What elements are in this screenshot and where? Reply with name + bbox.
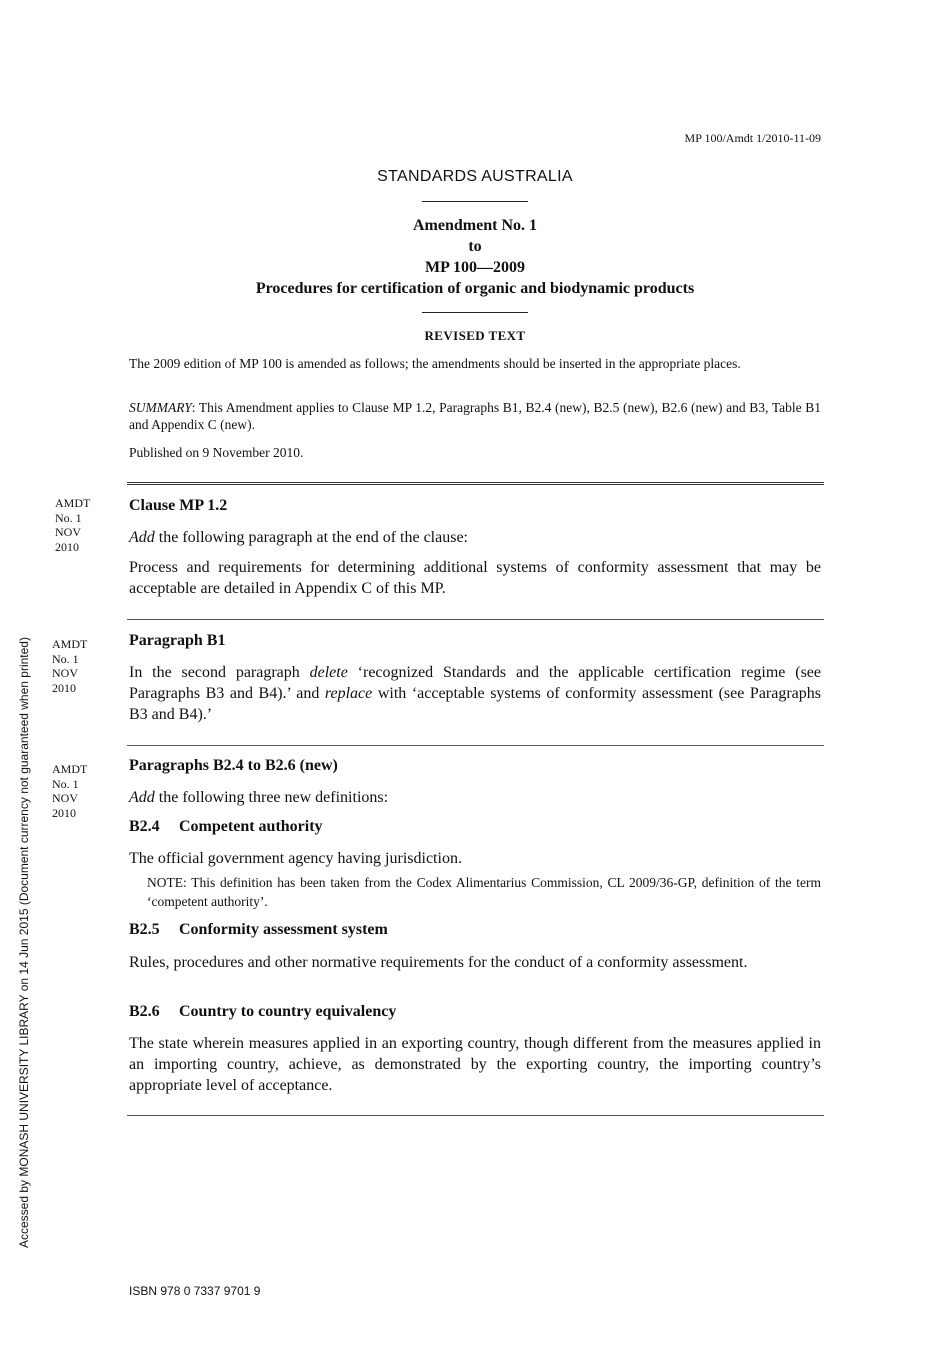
isbn: ISBN 978 0 7337 9701 9 bbox=[129, 1284, 261, 1298]
standard-title: Procedures for certification of organic and biodynamic products bbox=[255, 280, 695, 297]
intro-summary bbox=[129, 399, 821, 433]
intro-statement: The 2009 edition of MP 100 is amended as follows; the amendments should be inserted in the appropriate places. bbox=[129, 356, 741, 371]
definition-b26-heading: B2.6 Country to country equivalency bbox=[129, 1003, 397, 1020]
access-watermark-text: Accessed by MONASH UNIVERSITY LIBRARY on 14 Jun 2015 (Document currency not guaranteed when printed) bbox=[17, 637, 31, 1248]
section-divider bbox=[127, 745, 824, 746]
section-divider bbox=[127, 1115, 824, 1116]
definition-b24-text: The official government agency having jurisdiction. bbox=[129, 850, 462, 867]
definition-b26-text: The state wherein measures applied in an exporting country, though different from the measures applied in an importing country, achieve, as demonstrated by the exporting country, the importing country’s appropriate level of acceptance. bbox=[129, 1035, 821, 1094]
paragraphs-b24-b26-heading: Paragraphs B2.4 to B2.6 (new) bbox=[129, 757, 338, 774]
clause-mp12-text: Process and requirements for determining additional systems of conformity assessment that may be acceptable are detailed in Appendix C of this MP. bbox=[129, 559, 821, 597]
amendment-margin-note: AMDT No. 1 NOV 2010 bbox=[52, 637, 88, 695]
definition-b24-note: NOTE: This definition has been taken from the Codex Alimentarius Commission, CL 2009/36-GP, definition of the term ‘competent authority’. bbox=[147, 875, 821, 909]
section-divider bbox=[127, 619, 824, 620]
definition-b25-heading: B2.5 Conformity assessment system bbox=[129, 921, 388, 938]
summary-text: : This Amendment applies to Clause MP 1.2, Paragraphs B1, B2.4 (new), B2.5 (new), B2.6 (new) and B3, Table B1 and Appendix C (new). bbox=[129, 400, 821, 432]
clause-mp12-instruction: Add the following paragraph at the end of the clause: bbox=[129, 529, 468, 546]
clause-mp12-heading: Clause MP 1.2 bbox=[129, 497, 228, 514]
organization-name: STANDARDS AUSTRALIA bbox=[377, 168, 573, 185]
paragraph-b1-heading: Paragraph B1 bbox=[129, 632, 226, 649]
published-date: Published on 9 November 2010. bbox=[129, 445, 304, 460]
amendment-number: Amendment No. 1 bbox=[413, 217, 537, 234]
summary-label: SUMMARY bbox=[129, 400, 192, 415]
title-divider-bottom bbox=[422, 312, 528, 313]
amendment-margin-note: AMDT No. 1 NOV 2010 bbox=[52, 762, 88, 820]
title-divider-top bbox=[422, 201, 528, 202]
amendment-margin-note: AMDT No. 1 NOV 2010 bbox=[55, 496, 91, 554]
standard-number: MP 100—2009 bbox=[425, 259, 525, 276]
amendment-to: to bbox=[468, 238, 482, 255]
definition-b25-text: Rules, procedures and other normative requirements for the conduct of a conformity assessment. bbox=[129, 954, 748, 971]
paragraph-b1-text: In the second paragraph delete ‘recognized Standards and the applicable certification regime (see Paragraphs B3 and B4).’ and replace with ‘acceptable systems of conformity assessment (see Paragraphs B3 and B4).’ bbox=[129, 664, 822, 723]
definition-b24-heading: B2.4 Competent authority bbox=[129, 818, 323, 835]
revised-text-label: REVISED TEXT bbox=[424, 328, 526, 343]
section-divider-double bbox=[127, 482, 824, 485]
paragraphs-b24-b26-instruction: Add the following three new definitions: bbox=[129, 789, 389, 806]
document-reference: MP 100/Amdt 1/2010-11-09 bbox=[684, 131, 821, 145]
